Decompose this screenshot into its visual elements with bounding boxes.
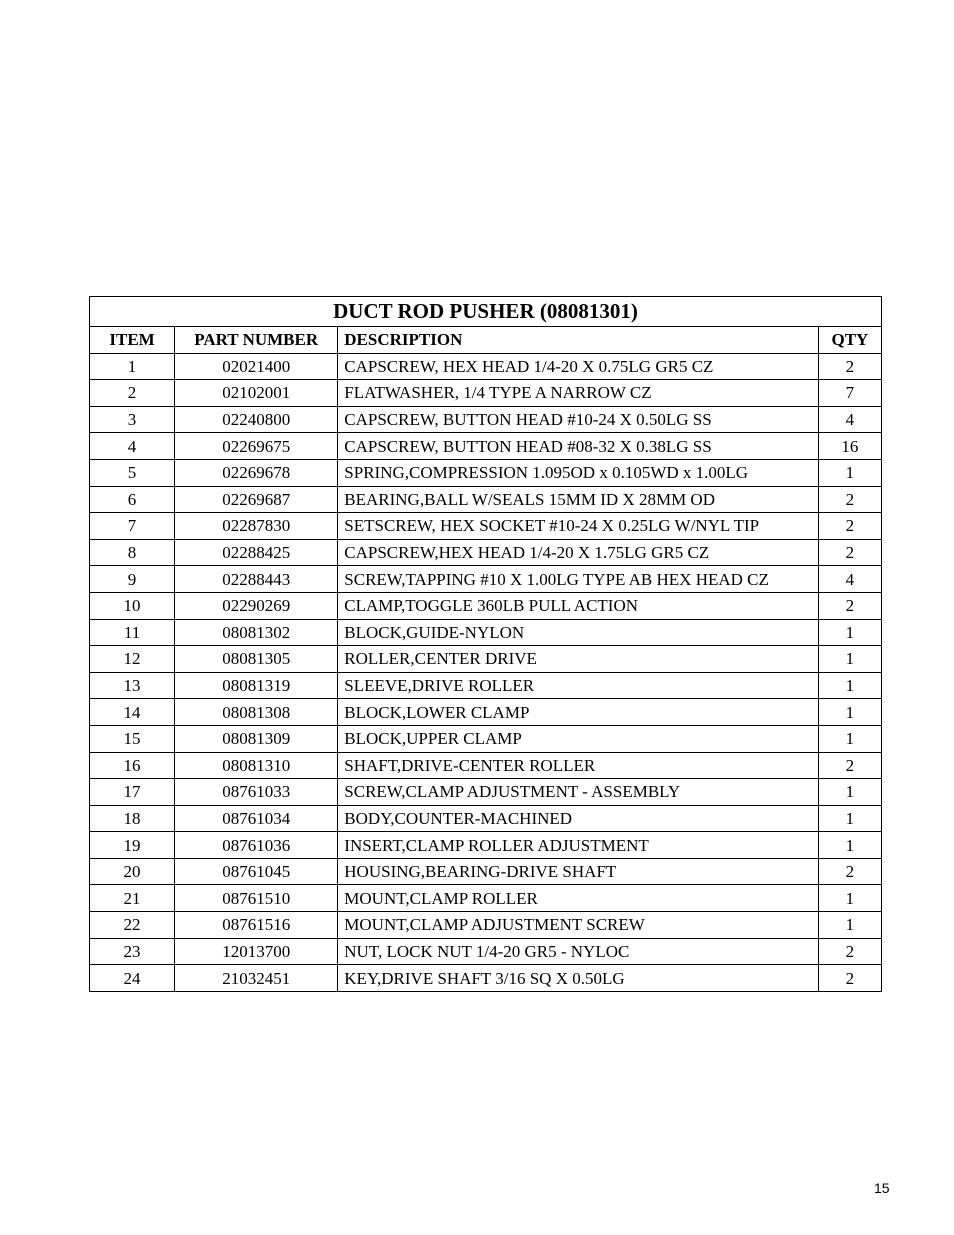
cell-qty: 1: [818, 672, 881, 699]
parts-table-body: [90, 353, 882, 991]
table-row: [90, 566, 882, 593]
cell-item: 23: [90, 938, 175, 965]
cell-part-number: 02269687: [175, 486, 338, 513]
cell-qty: 1: [818, 699, 881, 726]
cell-item: 2: [90, 380, 175, 407]
cell-part-number: 08761034: [175, 805, 338, 832]
cell-item: 4: [90, 433, 175, 460]
cell-part-number: 02021400: [175, 353, 338, 380]
cell-qty: 2: [818, 353, 881, 380]
cell-part-number: 08761033: [175, 779, 338, 806]
cell-part-number: 08081305: [175, 646, 338, 673]
cell-item: 7: [90, 513, 175, 540]
table-row: [90, 619, 882, 646]
cell-description: KEY,DRIVE SHAFT 3/16 SQ X 0.50LG: [338, 965, 819, 992]
cell-part-number: 02269675: [175, 433, 338, 460]
page-number: 15: [874, 1180, 890, 1196]
cell-description: BLOCK,GUIDE-NYLON: [338, 619, 819, 646]
cell-item: 20: [90, 858, 175, 885]
cell-description: SCREW,CLAMP ADJUSTMENT - ASSEMBLY: [338, 779, 819, 806]
cell-description: SPRING,COMPRESSION 1.095OD x 0.105WD x 1.00LG: [338, 459, 819, 486]
table-row: [90, 779, 882, 806]
cell-description: CAPSCREW,HEX HEAD 1/4-20 X 1.75LG GR5 CZ: [338, 539, 819, 566]
header-description: DESCRIPTION: [338, 327, 819, 354]
cell-description: BEARING,BALL W/SEALS 15MM ID X 28MM OD: [338, 486, 819, 513]
cell-qty: 2: [818, 486, 881, 513]
cell-qty: 7: [818, 380, 881, 407]
table-row: [90, 938, 882, 965]
cell-item: 3: [90, 406, 175, 433]
table-row: [90, 513, 882, 540]
cell-item: 18: [90, 805, 175, 832]
cell-description: CAPSCREW, HEX HEAD 1/4-20 X 0.75LG GR5 CZ: [338, 353, 819, 380]
cell-part-number: 21032451: [175, 965, 338, 992]
cell-item: 11: [90, 619, 175, 646]
table-row: [90, 486, 882, 513]
cell-qty: 2: [818, 858, 881, 885]
cell-qty: 4: [818, 566, 881, 593]
cell-description: CLAMP,TOGGLE 360LB PULL ACTION: [338, 592, 819, 619]
cell-description: BLOCK,UPPER CLAMP: [338, 725, 819, 752]
cell-part-number: 08081319: [175, 672, 338, 699]
cell-description: HOUSING,BEARING-DRIVE SHAFT: [338, 858, 819, 885]
cell-description: MOUNT,CLAMP ROLLER: [338, 885, 819, 912]
cell-part-number: 02102001: [175, 380, 338, 407]
cell-item: 22: [90, 912, 175, 939]
cell-item: 10: [90, 592, 175, 619]
table-row: [90, 965, 882, 992]
cell-qty: 1: [818, 805, 881, 832]
table-header-row: [90, 327, 882, 354]
cell-part-number: 02288425: [175, 539, 338, 566]
cell-item: 14: [90, 699, 175, 726]
cell-part-number: 08081310: [175, 752, 338, 779]
cell-part-number: 02269678: [175, 459, 338, 486]
table-title-row: [90, 297, 882, 327]
table-row: [90, 592, 882, 619]
cell-qty: 1: [818, 885, 881, 912]
cell-item: 17: [90, 779, 175, 806]
cell-part-number: 08081308: [175, 699, 338, 726]
cell-qty: 2: [818, 938, 881, 965]
cell-qty: 2: [818, 752, 881, 779]
cell-description: CAPSCREW, BUTTON HEAD #10-24 X 0.50LG SS: [338, 406, 819, 433]
cell-description: INSERT,CLAMP ROLLER ADJUSTMENT: [338, 832, 819, 859]
cell-qty: 2: [818, 539, 881, 566]
cell-description: SHAFT,DRIVE-CENTER ROLLER: [338, 752, 819, 779]
table-row: [90, 699, 882, 726]
header-part-number: PART NUMBER: [175, 327, 338, 354]
cell-part-number: 08761516: [175, 912, 338, 939]
cell-part-number: 08081309: [175, 725, 338, 752]
table-row: [90, 725, 882, 752]
cell-item: 12: [90, 646, 175, 673]
cell-part-number: 02288443: [175, 566, 338, 593]
cell-qty: 2: [818, 592, 881, 619]
cell-description: MOUNT,CLAMP ADJUSTMENT SCREW: [338, 912, 819, 939]
cell-description: SLEEVE,DRIVE ROLLER: [338, 672, 819, 699]
header-qty: QTY: [818, 327, 881, 354]
table-row: [90, 912, 882, 939]
cell-qty: 2: [818, 513, 881, 540]
table-row: [90, 406, 882, 433]
table-row: [90, 672, 882, 699]
cell-qty: 1: [818, 619, 881, 646]
cell-qty: 1: [818, 832, 881, 859]
cell-part-number: 12013700: [175, 938, 338, 965]
cell-part-number: 08761510: [175, 885, 338, 912]
cell-item: 16: [90, 752, 175, 779]
cell-item: 19: [90, 832, 175, 859]
cell-item: 5: [90, 459, 175, 486]
cell-item: 9: [90, 566, 175, 593]
cell-qty: 1: [818, 779, 881, 806]
cell-qty: 4: [818, 406, 881, 433]
cell-description: NUT, LOCK NUT 1/4-20 GR5 - NYLOC: [338, 938, 819, 965]
cell-qty: 1: [818, 459, 881, 486]
table-row: [90, 885, 882, 912]
cell-item: 6: [90, 486, 175, 513]
cell-description: CAPSCREW, BUTTON HEAD #08-32 X 0.38LG SS: [338, 433, 819, 460]
cell-item: 8: [90, 539, 175, 566]
cell-item: 21: [90, 885, 175, 912]
cell-item: 24: [90, 965, 175, 992]
cell-qty: 1: [818, 725, 881, 752]
cell-item: 13: [90, 672, 175, 699]
parts-list-table: [89, 296, 882, 992]
cell-qty: 1: [818, 912, 881, 939]
cell-item: 15: [90, 725, 175, 752]
header-item: ITEM: [90, 327, 175, 354]
table-row: [90, 433, 882, 460]
cell-description: BODY,COUNTER-MACHINED: [338, 805, 819, 832]
table-row: [90, 752, 882, 779]
cell-qty: 16: [818, 433, 881, 460]
cell-part-number: 02240800: [175, 406, 338, 433]
cell-part-number: 08761036: [175, 832, 338, 859]
table-row: [90, 832, 882, 859]
cell-part-number: 02287830: [175, 513, 338, 540]
cell-description: BLOCK,LOWER CLAMP: [338, 699, 819, 726]
cell-part-number: 02290269: [175, 592, 338, 619]
cell-qty: 1: [818, 646, 881, 673]
table-row: [90, 805, 882, 832]
cell-description: FLATWASHER, 1/4 TYPE A NARROW CZ: [338, 380, 819, 407]
table-row: [90, 539, 882, 566]
cell-qty: 2: [818, 965, 881, 992]
table-row: [90, 459, 882, 486]
table-row: [90, 380, 882, 407]
table-row: [90, 858, 882, 885]
cell-description: SCREW,TAPPING #10 X 1.00LG TYPE AB HEX HEAD CZ: [338, 566, 819, 593]
cell-item: 1: [90, 353, 175, 380]
cell-part-number: 08081302: [175, 619, 338, 646]
table-row: [90, 646, 882, 673]
cell-description: ROLLER,CENTER DRIVE: [338, 646, 819, 673]
table-row: [90, 353, 882, 380]
cell-description: SETSCREW, HEX SOCKET #10-24 X 0.25LG W/NYL TIP: [338, 513, 819, 540]
table-title: DUCT ROD PUSHER (08081301): [90, 297, 882, 327]
cell-part-number: 08761045: [175, 858, 338, 885]
